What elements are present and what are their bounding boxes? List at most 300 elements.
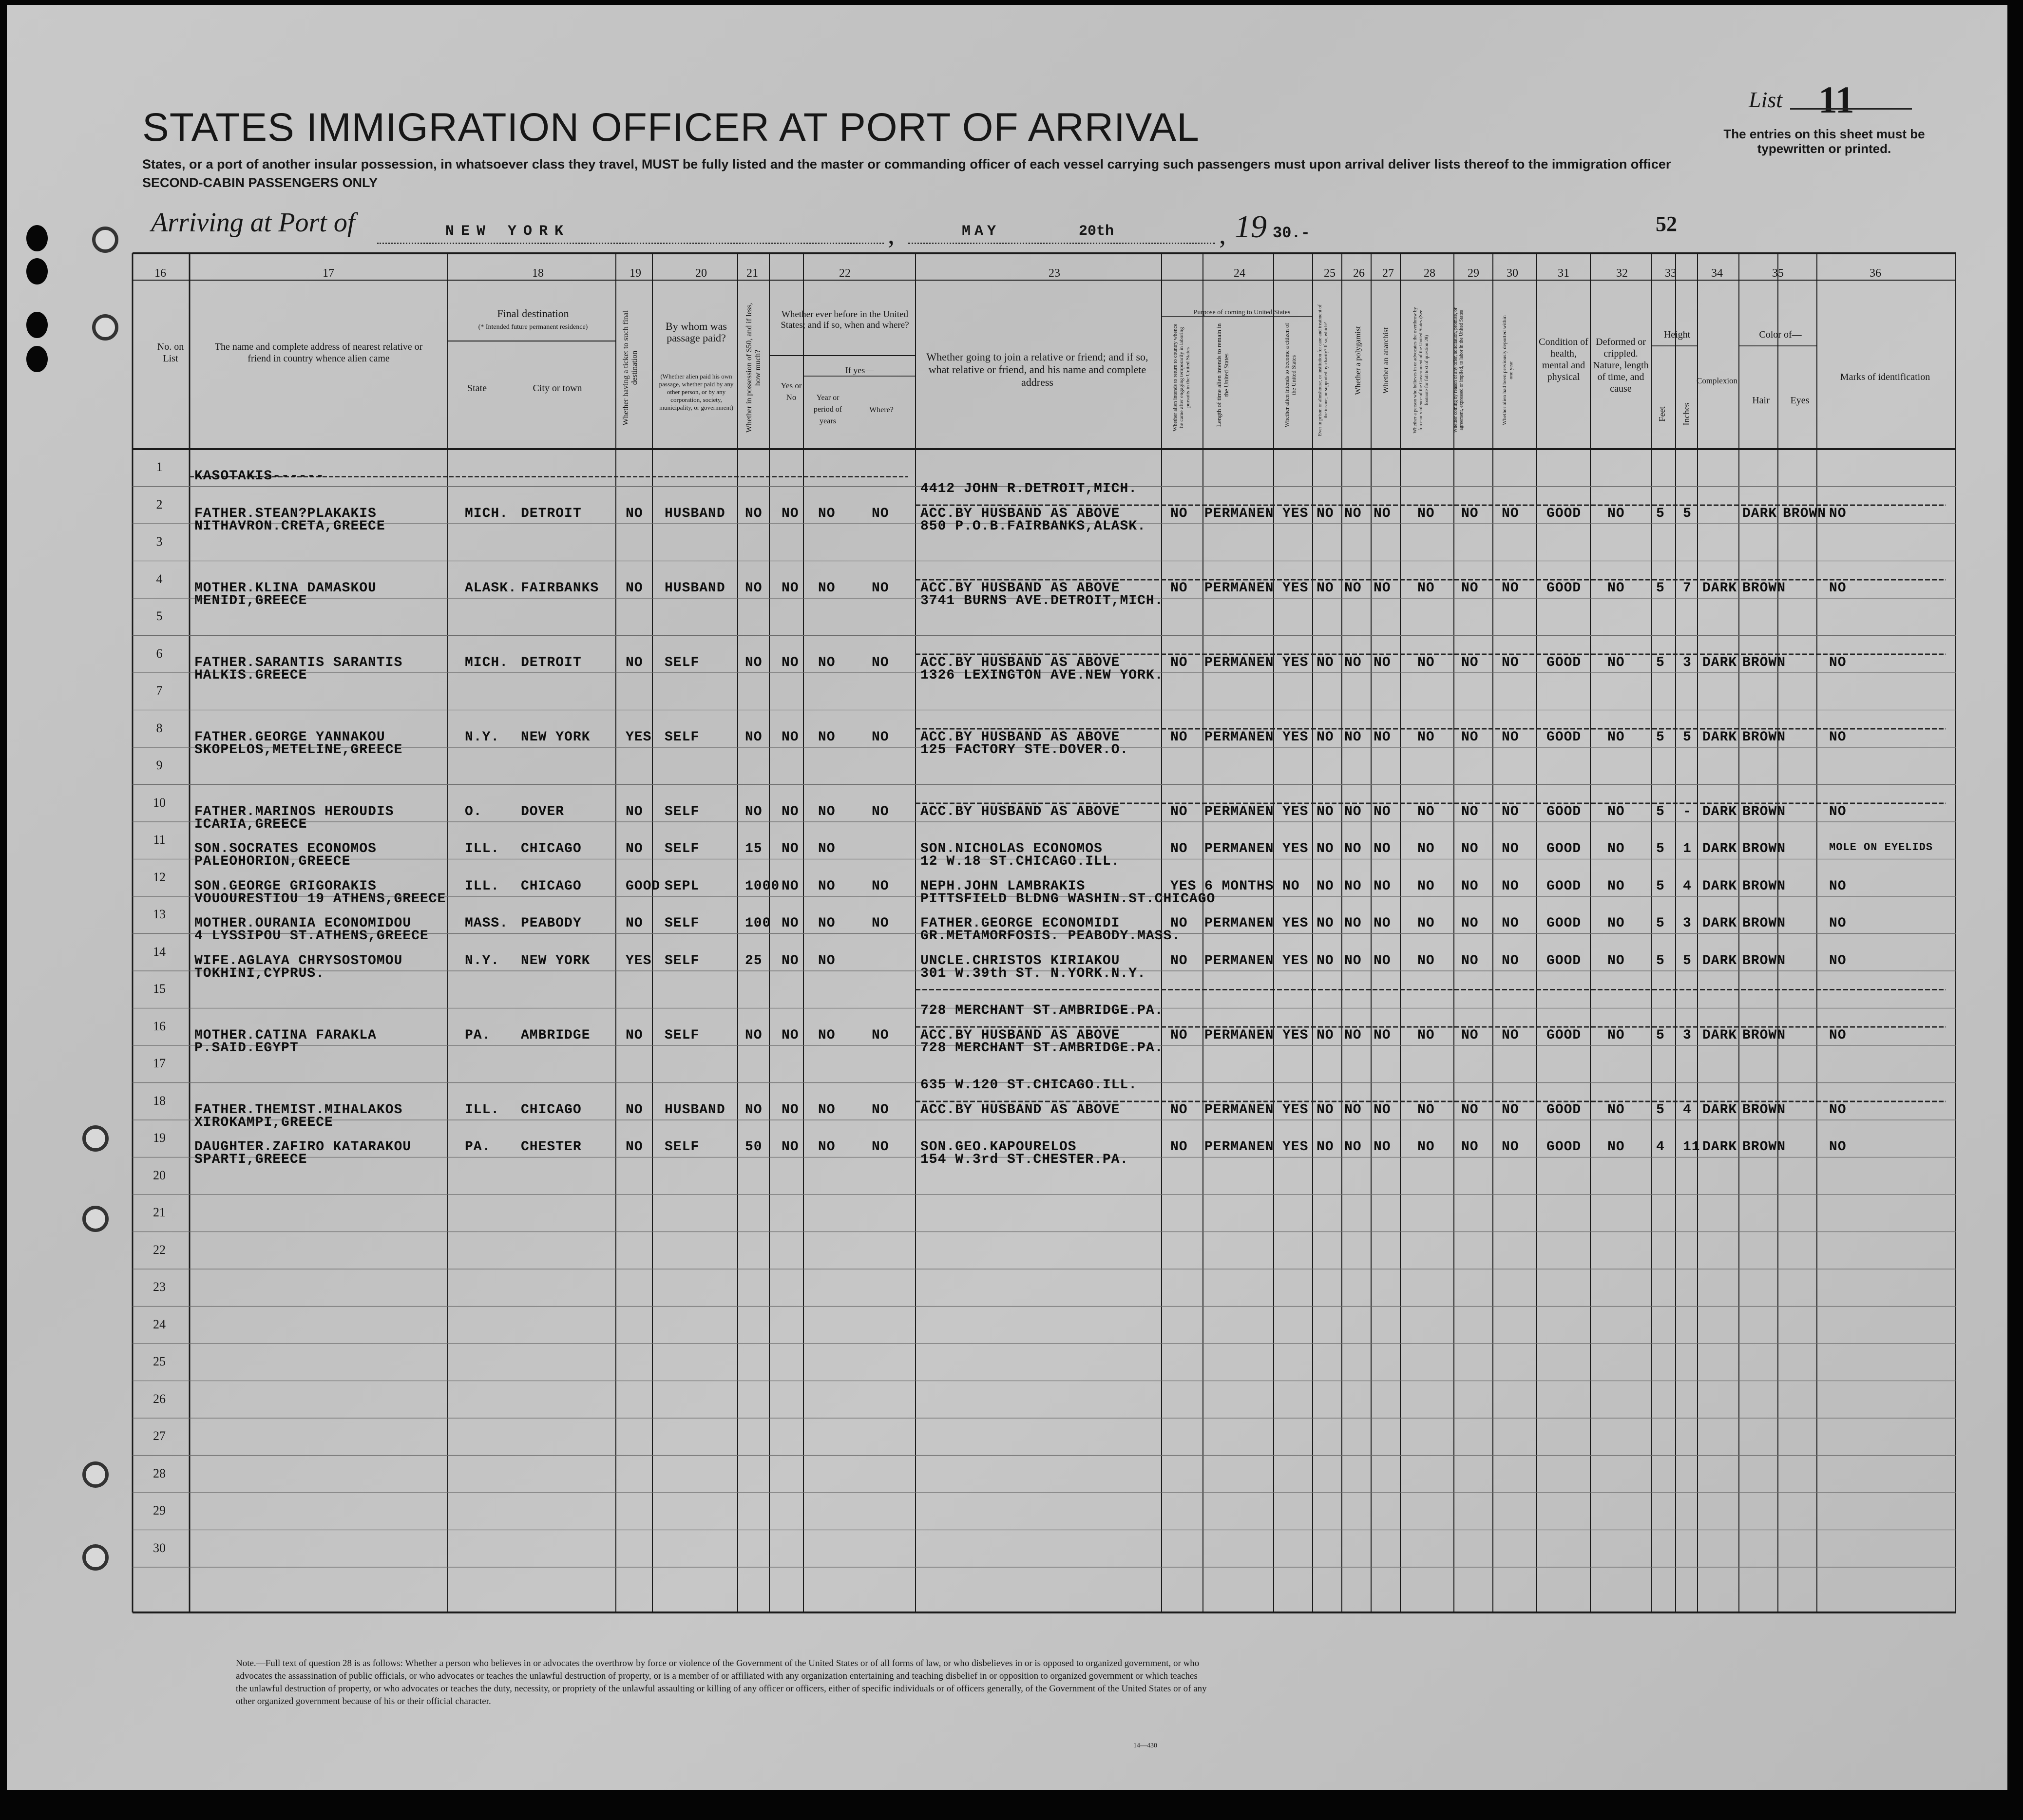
- identification-marks: NO: [1829, 655, 1847, 670]
- relative-name: WIFE.AGLAYA CHRYSOSTOMOU: [194, 953, 403, 968]
- height-inches: 11: [1683, 1139, 1700, 1155]
- ticket-value: NO: [626, 1027, 643, 1043]
- identification-marks: NO: [1829, 878, 1847, 894]
- deformed-answer: NO: [1607, 1027, 1625, 1043]
- column-number: 31: [1558, 267, 1569, 280]
- prison-answer: NO: [1317, 580, 1334, 596]
- row-number: 19: [153, 1131, 166, 1145]
- ticket-value: NO: [626, 1102, 643, 1118]
- header-col30: Whether alien had been previously deported within one year: [1502, 315, 1514, 425]
- q30-answer: NO: [1502, 729, 1519, 745]
- column-number: 26: [1353, 267, 1365, 280]
- complexion: DARK: [1702, 1027, 1737, 1043]
- before-us-yesno: NO: [782, 1139, 799, 1155]
- column-number: 29: [1468, 267, 1479, 280]
- column-number: 25: [1324, 267, 1336, 280]
- destination-city: AMBRIDGE: [521, 1027, 591, 1043]
- height-inches: 3: [1683, 655, 1692, 670]
- header-col28: Whether a person who believes in or advocates the overthrow by force or violence of the Government of the United States (See footnote for full text of question 28): [1412, 307, 1430, 434]
- destination-city: FAIRBANKS: [521, 580, 599, 596]
- row-number: 22: [153, 1242, 166, 1257]
- before-us-where: NO: [872, 878, 889, 894]
- header-deformed: Deformed or crippled. Nature, length of time, and cause: [1593, 337, 1649, 394]
- arriving-label: Arriving at Port of: [151, 208, 355, 238]
- header-relative-address: The name and complete address of nearest relative or friend in country whence alien came: [214, 341, 423, 364]
- destination-city: PEABODY: [521, 916, 582, 931]
- hair-color: BROWN: [1742, 804, 1786, 819]
- health-condition: GOOD: [1546, 655, 1582, 670]
- row-number: 9: [156, 758, 163, 772]
- height-inches: 3: [1683, 1027, 1692, 1043]
- relative-name: MOTHER.OURANIA ECONOMIDOU: [194, 916, 412, 931]
- destination-city: DETROIT: [521, 506, 582, 521]
- purpose-citizen: YES: [1282, 506, 1309, 521]
- deformed-answer: NO: [1607, 878, 1625, 894]
- identification-marks: NO: [1829, 580, 1847, 596]
- polygamist-answer: NO: [1344, 1027, 1362, 1043]
- ticket-value: GOOD: [626, 878, 661, 894]
- header-join: Whether going to join a relative or friend; and if so, what relative or friend, and his name and complete address: [926, 351, 1148, 388]
- complexion: DARK: [1702, 916, 1737, 931]
- health-condition: GOOD: [1546, 953, 1582, 968]
- height-inches: 1: [1683, 841, 1692, 856]
- before-us-yesno: NO: [782, 916, 799, 931]
- row-number: 24: [153, 1317, 166, 1331]
- height-feet: 5: [1656, 953, 1665, 968]
- deformed-answer: NO: [1607, 1139, 1625, 1155]
- arrival-month: MAY: [962, 223, 1000, 240]
- anarchist-answer: NO: [1374, 655, 1391, 670]
- polygamist-answer: NO: [1344, 916, 1362, 931]
- polygamist-answer: NO: [1344, 729, 1362, 745]
- deformed-answer: NO: [1607, 506, 1625, 521]
- header-complexion: Complexion: [1697, 376, 1738, 385]
- identification-marks: NO: [1829, 729, 1847, 745]
- deformed-answer: NO: [1607, 953, 1625, 968]
- paid-by: SELF: [665, 841, 700, 856]
- header-col29: Whether coming by reason of any offer, solicitation, promise, or agreement, expressed or implied, to labor in the United States: [1453, 307, 1464, 433]
- header-where: Where?: [869, 406, 894, 414]
- before-us-year: NO: [818, 916, 836, 931]
- deformed-answer: NO: [1607, 804, 1625, 819]
- purpose-length: PERMANEN: [1204, 916, 1274, 931]
- header-purpose-a: Whether alien intends to return to country whence he came after engaging temporarily in laboring pursuits in the United States: [1172, 323, 1191, 432]
- money-amount: 1000: [745, 878, 780, 894]
- ticket-value: YES: [626, 953, 652, 968]
- joining-relative: ACC.BY HUSBAND AS ABOVE: [920, 580, 1120, 596]
- row-number: 6: [156, 646, 163, 661]
- relative-name: DAUGHTER.ZAFIRO KATARAKOU: [194, 1139, 412, 1155]
- hair-color: BROWN: [1742, 580, 1786, 596]
- year-prefix: 19: [1235, 209, 1267, 245]
- complexion: DARK: [1702, 655, 1737, 670]
- polygamist-answer: NO: [1344, 804, 1362, 819]
- prison-answer: NO: [1317, 729, 1334, 745]
- relative-address: SPARTI,GREECE: [194, 1152, 307, 1167]
- joining-relative: ACC.BY HUSBAND AS ABOVE: [920, 729, 1120, 745]
- header-yes-no: Yes or No: [781, 381, 802, 402]
- year-suffix: 30.-: [1273, 224, 1310, 242]
- q29-answer: NO: [1461, 1139, 1479, 1155]
- header-state: State: [467, 383, 487, 394]
- purpose-citizen: YES: [1282, 655, 1309, 670]
- row-number: 10: [153, 795, 166, 810]
- prison-answer: NO: [1317, 841, 1334, 856]
- destination-city: NEW YORK: [521, 953, 591, 968]
- joining-address: 850 P.O.B.FAIRBANKS,ALASK.: [920, 518, 1146, 534]
- q29-answer: NO: [1461, 729, 1479, 745]
- destination-state: ILL.: [465, 1102, 500, 1118]
- money-amount: NO: [745, 580, 763, 596]
- q29-answer: NO: [1461, 953, 1479, 968]
- header-before-us: Whether ever before in the United States; and if so, when and where?: [781, 309, 909, 330]
- before-us-where: NO: [872, 916, 889, 931]
- health-condition: GOOD: [1546, 841, 1582, 856]
- before-us-year: NO: [818, 878, 836, 894]
- destination-city: NEW YORK: [521, 729, 591, 745]
- prison-answer: NO: [1317, 1102, 1334, 1118]
- polygamist-answer: NO: [1344, 841, 1362, 856]
- destination-state: PA.: [465, 1139, 491, 1155]
- purpose-citizen: YES: [1282, 804, 1309, 819]
- header-marks: Marks of identification: [1840, 372, 1930, 382]
- relative-name: MOTHER.CATINA FARAKLA: [194, 1027, 377, 1043]
- header-no-on-list: No. on List: [157, 341, 184, 364]
- health-condition: GOOD: [1546, 506, 1582, 521]
- column-number: 19: [630, 267, 641, 280]
- before-us-year: NO: [818, 804, 836, 819]
- complexion: DARK: [1702, 804, 1737, 819]
- height-feet: 5: [1656, 916, 1665, 931]
- joining-address: GR.METAMORFOSIS. PEABODY.MASS.: [920, 929, 1181, 944]
- relative-address: SKOPELOS,METELINE,GREECE: [194, 742, 403, 758]
- money-amount: NO: [745, 655, 763, 670]
- relative-address: PALEOHORION,GREECE: [194, 854, 351, 869]
- purpose-return: NO: [1170, 1139, 1188, 1155]
- complexion: DARK: [1702, 580, 1737, 596]
- q28-answer: NO: [1417, 1102, 1435, 1118]
- q29-answer: NO: [1461, 506, 1479, 521]
- relative-address: 4 LYSSIPOU ST.ATHENS,GREECE: [194, 929, 429, 944]
- health-condition: GOOD: [1546, 729, 1582, 745]
- q28-answer: NO: [1417, 953, 1435, 968]
- before-us-yesno: NO: [782, 841, 799, 856]
- complexion: DARK: [1702, 729, 1737, 745]
- row-number: 28: [153, 1466, 166, 1480]
- row-number: 20: [153, 1168, 166, 1182]
- header-purpose-c: Whether alien intends to become a citizen of the United States: [1283, 322, 1297, 428]
- purpose-citizen: YES: [1282, 729, 1309, 745]
- column-number: 36: [1870, 267, 1881, 280]
- column-number: 34: [1711, 267, 1723, 280]
- deformed-answer: NO: [1607, 655, 1625, 670]
- row-number: 3: [156, 534, 163, 549]
- hair-color: BROWN: [1742, 1027, 1786, 1043]
- health-condition: GOOD: [1546, 878, 1582, 894]
- height-feet: 5: [1656, 1102, 1665, 1118]
- prison-answer: NO: [1317, 506, 1334, 521]
- header-ticket: Whether having a ticket to such final destination: [622, 310, 639, 426]
- q29-answer: NO: [1461, 878, 1479, 894]
- relative-name: FATHER.GEORGE YANNAKOU: [194, 729, 385, 745]
- hair-color: DARK: [1742, 506, 1777, 521]
- joining-relative: UNCLE.CHRISTOS KIRIAKOU: [920, 953, 1120, 968]
- purpose-length: PERMANEN: [1204, 1027, 1274, 1043]
- money-amount: 50: [745, 1139, 763, 1155]
- paid-by: SELF: [665, 916, 700, 931]
- complexion: DARK: [1702, 878, 1737, 894]
- column-number: 30: [1507, 267, 1518, 280]
- identification-marks: NO: [1829, 1102, 1847, 1118]
- page-number: 52: [1656, 212, 1677, 236]
- comma: ,: [888, 220, 895, 250]
- relative-address: VOUOURESTIOU 19 ATHENS,GREECE: [194, 891, 446, 907]
- purpose-return: NO: [1170, 841, 1188, 856]
- height-feet: 5: [1656, 1027, 1665, 1043]
- complexion: DARK: [1702, 841, 1737, 856]
- purpose-length: PERMANEN: [1204, 804, 1274, 819]
- list-label: List: [1749, 87, 1783, 112]
- purpose-return: NO: [1170, 1027, 1188, 1043]
- joining-address: 154 W.3rd ST.CHESTER.PA.: [920, 1152, 1129, 1167]
- destination-state: N.Y.: [465, 729, 500, 745]
- destination-state: N.Y.: [465, 953, 500, 968]
- prison-answer: NO: [1317, 1139, 1334, 1155]
- q28-answer: NO: [1417, 878, 1435, 894]
- relative-address: XIROKAMPI,GREECE: [194, 1115, 333, 1130]
- identification-marks: NO: [1829, 953, 1847, 968]
- row-number: 8: [156, 720, 163, 735]
- polygamist-answer: NO: [1344, 878, 1362, 894]
- comma: ,: [1219, 220, 1226, 250]
- height-feet: 5: [1656, 804, 1665, 819]
- health-condition: GOOD: [1546, 580, 1582, 596]
- deformed-answer: NO: [1607, 916, 1625, 931]
- money-amount: NO: [745, 1027, 763, 1043]
- cabin-class-label: SECOND-CABIN PASSENGERS ONLY: [142, 175, 378, 190]
- hair-color: BROWN: [1742, 953, 1786, 968]
- destination-city: CHICAGO: [521, 1102, 582, 1118]
- row-number: 4: [156, 571, 163, 586]
- form-number: 14—430: [1133, 1742, 1157, 1749]
- row-number: 26: [153, 1391, 166, 1406]
- complexion: DARK: [1702, 1102, 1737, 1118]
- prison-answer: NO: [1317, 1027, 1334, 1043]
- height-inches: 4: [1683, 878, 1692, 894]
- relative-address: MENIDI,GREECE: [194, 593, 307, 608]
- q30-answer: NO: [1502, 953, 1519, 968]
- destination-city: CHICAGO: [521, 878, 582, 894]
- header-height: Height: [1663, 329, 1691, 340]
- row-number: 23: [153, 1280, 166, 1294]
- destination-state: PA.: [465, 1027, 491, 1043]
- header-paid-by-note: (Whether alien paid his own passage, whether paid by any other person, or by any corporation, society, municipality, or government): [659, 373, 734, 411]
- destination-state: MICH.: [465, 655, 509, 670]
- anarchist-answer: NO: [1374, 878, 1391, 894]
- arrival-port: NEW YORK: [445, 223, 571, 240]
- header-money: Whether in possession of $50, and if less, how much?: [745, 303, 762, 433]
- q29-answer: NO: [1461, 804, 1479, 819]
- height-feet: 5: [1656, 655, 1665, 670]
- ticket-value: NO: [626, 1139, 643, 1155]
- purpose-length: PERMANEN: [1204, 729, 1274, 745]
- anarchist-answer: NO: [1374, 916, 1391, 931]
- ticket-value: NO: [626, 841, 643, 856]
- purpose-citizen: YES: [1282, 1139, 1309, 1155]
- column-number: 17: [323, 267, 334, 280]
- row-number: 2: [156, 497, 163, 512]
- before-us-yesno: NO: [782, 804, 799, 819]
- q30-answer: NO: [1502, 804, 1519, 819]
- purpose-return: NO: [1170, 804, 1188, 819]
- ticket-value: NO: [626, 580, 643, 596]
- column-number: 20: [695, 267, 707, 280]
- column-number: 23: [1049, 267, 1060, 280]
- before-us-year: NO: [818, 1027, 836, 1043]
- ticket-value: NO: [626, 506, 643, 521]
- before-us-where: NO: [872, 804, 889, 819]
- joining-relative: ACC.BY HUSBAND AS ABOVE: [920, 655, 1120, 670]
- before-us-yesno: NO: [782, 655, 799, 670]
- joining-relative: ACC.BY HUSBAND AS ABOVE: [920, 804, 1120, 819]
- money-amount: 100: [745, 916, 771, 931]
- anarchist-answer: NO: [1374, 804, 1391, 819]
- polygamist-answer: NO: [1344, 953, 1362, 968]
- q29-answer: NO: [1461, 1027, 1479, 1043]
- column-number: 21: [746, 267, 758, 280]
- q30-answer: NO: [1502, 1139, 1519, 1155]
- header-inches: Inches: [1681, 402, 1691, 426]
- relative-name: SON.SOCRATES ECONOMOS: [194, 841, 377, 856]
- column-number: 22: [839, 267, 851, 280]
- column-number: 24: [1234, 267, 1245, 280]
- purpose-return: NO: [1170, 580, 1188, 596]
- anarchist-answer: NO: [1374, 1027, 1391, 1043]
- relative-address: NITHAVRON.CRETA,GREECE: [194, 518, 385, 534]
- purpose-length: PERMANEN: [1204, 841, 1274, 856]
- purpose-return: NO: [1170, 655, 1188, 670]
- prison-answer: NO: [1317, 953, 1334, 968]
- paid-by: SELF: [665, 1027, 700, 1043]
- q30-answer: NO: [1502, 841, 1519, 856]
- height-inches: 3: [1683, 916, 1692, 931]
- purpose-return: NO: [1170, 506, 1188, 521]
- eye-color: BROWN: [1783, 506, 1827, 521]
- purpose-citizen: YES: [1282, 580, 1309, 596]
- relative-name: MOTHER.KLINA DAMASKOU: [194, 580, 377, 596]
- polygamist-answer: NO: [1344, 655, 1362, 670]
- row-number: 12: [153, 870, 166, 884]
- before-us-yesno: NO: [782, 1027, 799, 1043]
- health-condition: GOOD: [1546, 804, 1582, 819]
- joining-address: 125 FACTORY STE.DOVER.O.: [920, 742, 1129, 758]
- column-number: 32: [1616, 267, 1628, 280]
- header-prison: Ever in prison or almshouse, or institution for care and treatment of the insane, or supported by charity? If so, which?: [1317, 304, 1329, 436]
- list-number: 11: [1818, 78, 1854, 121]
- q29-answer: NO: [1461, 655, 1479, 670]
- identification-marks: NO: [1829, 1139, 1847, 1155]
- relative-name: FATHER.SARANTIS SARANTIS: [194, 655, 403, 670]
- q28-answer: NO: [1417, 1027, 1435, 1043]
- before-us-yesno: NO: [782, 506, 799, 521]
- joining-address: 728 MERCHANT ST.AMBRIDGE.PA.: [920, 1040, 1164, 1056]
- anarchist-answer: NO: [1374, 1139, 1391, 1155]
- paid-by: SEPL: [665, 878, 700, 894]
- joining-address: 12 W.18 ST.CHICAGO.ILL.: [920, 854, 1120, 869]
- purpose-return: YES: [1170, 878, 1197, 894]
- row-number: 17: [153, 1056, 166, 1070]
- joining-address: 3741 BURNS AVE.DETROIT,MICH.: [920, 593, 1164, 608]
- purpose-citizen: YES: [1282, 1027, 1309, 1043]
- before-us-yesno: NO: [782, 1102, 799, 1118]
- money-amount: NO: [745, 804, 763, 819]
- before-us-yesno: NO: [782, 580, 799, 596]
- joining-relative: ACC.BY HUSBAND AS ABOVE: [920, 1102, 1120, 1118]
- joining-relative: SON.GEO.KAPOURELOS: [920, 1139, 1077, 1155]
- joining-relative: ACC.BY HUSBAND AS ABOVE: [920, 506, 1120, 521]
- height-feet: 5: [1656, 841, 1665, 856]
- joining-relative: SON.NICHOLAS ECONOMOS: [920, 841, 1103, 856]
- q28-answer: NO: [1417, 841, 1435, 856]
- before-us-year: NO: [818, 1139, 836, 1155]
- header-city: City or town: [533, 383, 582, 394]
- height-feet: 5: [1656, 506, 1665, 521]
- row-number: 21: [153, 1205, 166, 1219]
- purpose-length: PERMANEN: [1204, 953, 1274, 968]
- destination-state: ILL.: [465, 878, 500, 894]
- row-number: 14: [153, 944, 166, 959]
- purpose-citizen: YES: [1282, 953, 1309, 968]
- identification-marks: NO: [1829, 916, 1847, 931]
- identification-marks: NO: [1829, 506, 1847, 521]
- money-amount: 25: [745, 953, 763, 968]
- joining-address: 635 W.120 ST.CHICAGO.ILL.: [920, 1078, 1138, 1093]
- destination-city: DETROIT: [521, 655, 582, 670]
- column-number: 18: [532, 267, 544, 280]
- destination-state: MASS.: [465, 916, 509, 931]
- health-condition: GOOD: [1546, 916, 1582, 931]
- height-feet: 5: [1656, 580, 1665, 596]
- relative-address: HALKIS.GREECE: [194, 667, 307, 683]
- row-number: 27: [153, 1429, 166, 1443]
- before-us-year: NO: [818, 841, 836, 856]
- header-eyes: Eyes: [1790, 395, 1810, 406]
- polygamist-answer: NO: [1344, 580, 1362, 596]
- before-us-where: NO: [872, 1102, 889, 1118]
- height-inches: 4: [1683, 1102, 1692, 1118]
- before-us-where: NO: [872, 655, 889, 670]
- anarchist-answer: NO: [1374, 953, 1391, 968]
- destination-state: MICH.: [465, 506, 509, 521]
- header-final-destination: Final destination: [497, 307, 569, 320]
- hair-color: BROWN: [1742, 1139, 1786, 1155]
- height-inches: 5: [1683, 729, 1692, 745]
- money-amount: NO: [745, 729, 763, 745]
- relative-address: TOKHINI,CYPRUS.: [194, 966, 325, 981]
- anarchist-answer: NO: [1374, 729, 1391, 745]
- joining-relative: ACC.BY HUSBAND AS ABOVE: [920, 1027, 1120, 1043]
- deformed-answer: NO: [1607, 1102, 1625, 1118]
- joining-address: 728 MERCHANT ST.AMBRIDGE.PA.: [920, 1003, 1164, 1018]
- header-hair: Hair: [1752, 395, 1770, 406]
- row-number: 18: [153, 1093, 166, 1108]
- purpose-return: NO: [1170, 729, 1188, 745]
- column-number: 27: [1382, 267, 1394, 280]
- q28-answer: NO: [1417, 580, 1435, 596]
- q28-answer: NO: [1417, 916, 1435, 931]
- header-purpose: Purpose of coming to United States: [1193, 309, 1291, 316]
- purpose-length: PERMANEN: [1204, 655, 1274, 670]
